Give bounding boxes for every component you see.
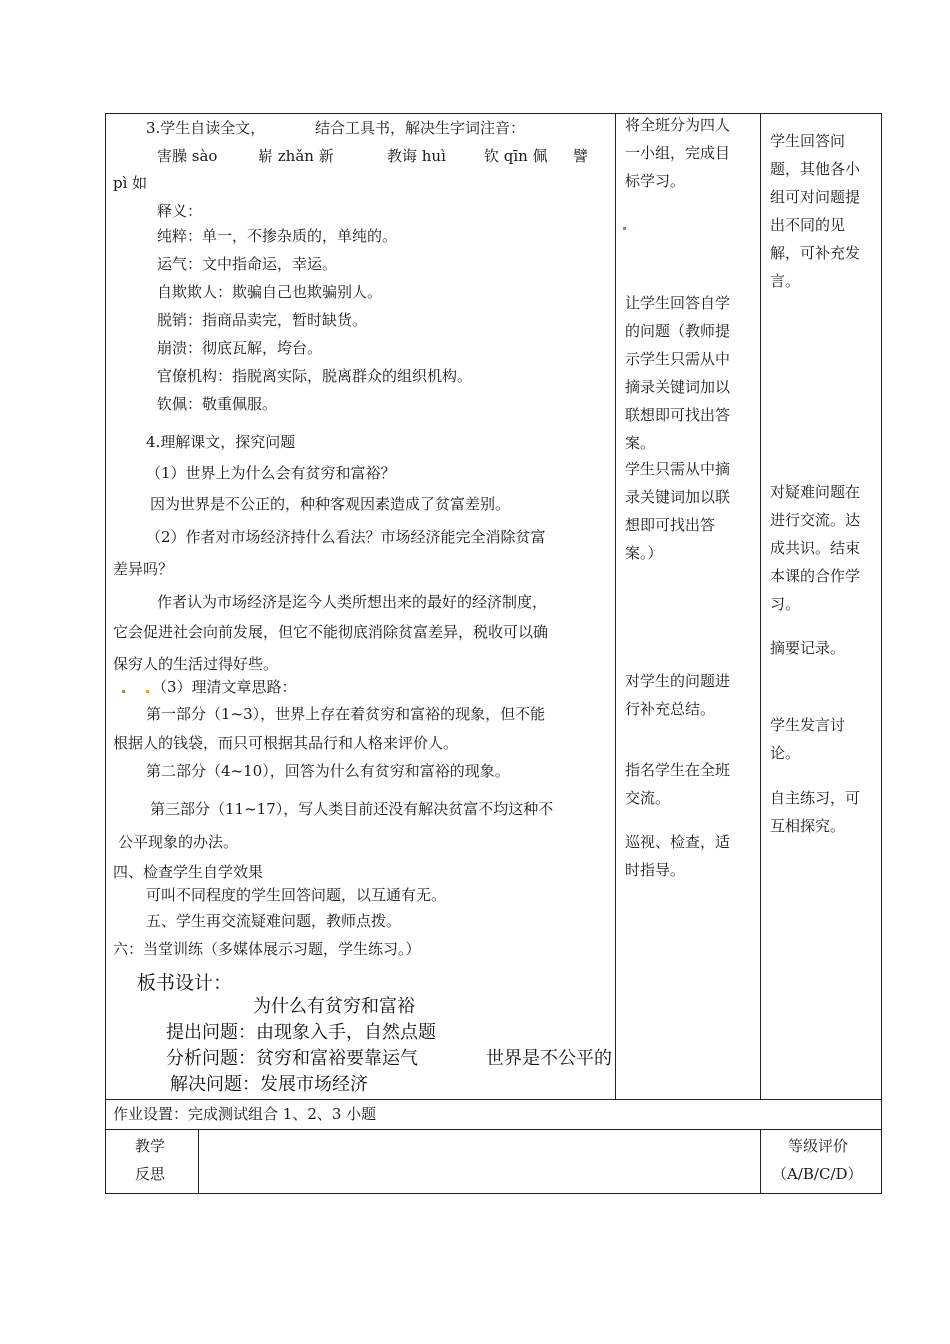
pinyin-word: 教诲 huì (387, 147, 446, 165)
student-activity-1: 学生回答问 题，其他各小 组可对问题提 出不同的见 解，可补充发 言。 (770, 132, 861, 290)
pinyin-word: 崭 zhǎn 新 (258, 147, 334, 165)
item4-title: 4.理解课文，探究问题 (146, 433, 296, 451)
board-title: 板书设计： (137, 972, 233, 994)
table-border-bottom (105, 1193, 882, 1194)
part-2: 第二部分（4~10），回答为什么有贫穷和富裕的现象。 (146, 762, 510, 780)
answer-2-cont: 它会促进社会向前发展，但它不能彻底消除贫富差异，税收可以确 (113, 623, 549, 641)
question-3: （3）理清文章思路： (152, 678, 297, 696)
section-4-heading: 四、检查学生自学效果 (113, 863, 264, 881)
board-row-3: 解决问题：发展市场经济 (170, 1074, 368, 1095)
teacher-activity-1: 将全班分为四人 一小组，完成目 标学习。 (625, 116, 731, 190)
stray-mark (122, 690, 125, 693)
definition-item: 脱销：指商品卖完，暂时缺货。 (157, 311, 368, 329)
definitions-title: 释义： (157, 202, 203, 220)
stray-mark (146, 690, 149, 693)
answer-2: 作者认为市场经济是迄今人类所想出来的最好的经济制度， (157, 593, 548, 611)
student-activity-5: 自主练习，可 互相探究。 (770, 789, 861, 835)
table-border-top (105, 113, 882, 114)
section-5-heading: 五、学生再交流疑难问题，教师点拨。 (146, 912, 402, 930)
answer-2-cont: 保穷人的生活过得好些。 (113, 655, 279, 673)
board-row-2-conclusion: 世界是不公平的 (486, 1048, 612, 1069)
question-2-cont: 差异吗？ (113, 560, 174, 578)
stray-mark (623, 227, 626, 230)
pinyin-word: pì 如 (113, 174, 148, 192)
question-2: （2）作者对市场经济持什么看法？市场经济能完全消除贫富 (146, 528, 546, 546)
definitions-list (157, 222, 472, 418)
board-row-1: 提出问题：由现象入手，自然点题 (166, 1022, 436, 1043)
homework-text: 作业设置：完成测试组合 1、2、3 小题 (113, 1105, 377, 1123)
teacher-activity-5: 指名学生在全班 交流。 (625, 761, 731, 807)
table-border-left (105, 113, 106, 1194)
student-activity-3: 摘要记录。 (770, 639, 846, 657)
board-heading: 为什么有贫穷和富裕 (253, 996, 415, 1017)
column-divider-1 (615, 113, 616, 1100)
board-row-2: 分析问题：贫穷和富裕要靠运气 (166, 1048, 418, 1069)
row-divider-homework (105, 1099, 882, 1100)
reflection-label-cont: 反思 (135, 1165, 166, 1183)
grade-options: （A/B/C/D） (772, 1165, 863, 1183)
question-1: （1）世界上为什么会有贫穷和富裕？ (146, 464, 396, 482)
part-3-cont: 公平现象的办法。 (118, 833, 239, 851)
teacher-activity-2: 让学生回答自学 的问题（教师提 示学生只需从中 摘录关键词加以 联想即可找出答 案。 (625, 294, 731, 452)
reflection-divider-1 (198, 1129, 199, 1194)
item3-title-cont: 结合工具书，解决生字词注音： (315, 119, 526, 137)
student-activity-4: 学生发言讨 论。 (770, 716, 846, 762)
table-border-right (881, 113, 882, 1194)
teacher-activity-6: 巡视、检查，适 时指导。 (625, 833, 731, 879)
part-3: 第三部分（11~17），写人类目前还没有解决贫富不均这种不 (150, 800, 554, 818)
pinyin-word: 害臊 sào (157, 147, 218, 165)
section-6-heading: 六：当堂训练（多媒体展示习题，学生练习。） (113, 940, 421, 958)
grade-label: 等级评价 (788, 1137, 849, 1155)
pinyin-word: 譬 (573, 147, 589, 165)
part-1-cont: 根据人的钱袋，而只可根据其品行和人格来评价人。 (113, 734, 459, 752)
reflection-label: 教学 (135, 1137, 166, 1155)
part-1: 第一部分（1~3），世界上存在着贫穷和富裕的现象，但不能 (146, 705, 546, 723)
pinyin-word: 钦 qīn 佩 (484, 147, 548, 165)
definition-item: 钦佩：敬重佩服。 (157, 395, 278, 413)
answer-1: 因为世界是不公正的，种种客观因素造成了贫富差别。 (150, 495, 511, 513)
blackboard-design (115, 966, 615, 1096)
row-divider-reflection (105, 1129, 882, 1130)
definition-item: 官僚机构：指脱离实际，脱离群众的组织机构。 (157, 367, 473, 385)
item3-title: 3.学生自读全文， (146, 119, 266, 137)
teacher-activity-3: 学生只需从中摘 录关键词加以联 想即可找出答 案。） (625, 460, 731, 562)
definition-item: 自欺欺人：欺骗自己也欺骗别人。 (157, 283, 383, 301)
teacher-activity-4: 对学生的问题进 行补充总结。 (625, 672, 731, 718)
definition-item: 运气：文中指命运，幸运。 (157, 255, 338, 273)
definition-item: 崩溃：彻底瓦解，垮台。 (157, 339, 323, 357)
column-divider-2 (760, 113, 761, 1100)
section-4-body: 可叫不同程度的学生回答问题，以互通有无。 (146, 886, 447, 904)
reflection-divider-2 (760, 1129, 761, 1194)
student-activity-2: 对疑难问题在 进行交流。达 成共识。结束 本课的合作学 习。 (770, 483, 861, 613)
definition-item: 纯粹：单一，不掺杂质的，单纯的。 (157, 227, 398, 245)
